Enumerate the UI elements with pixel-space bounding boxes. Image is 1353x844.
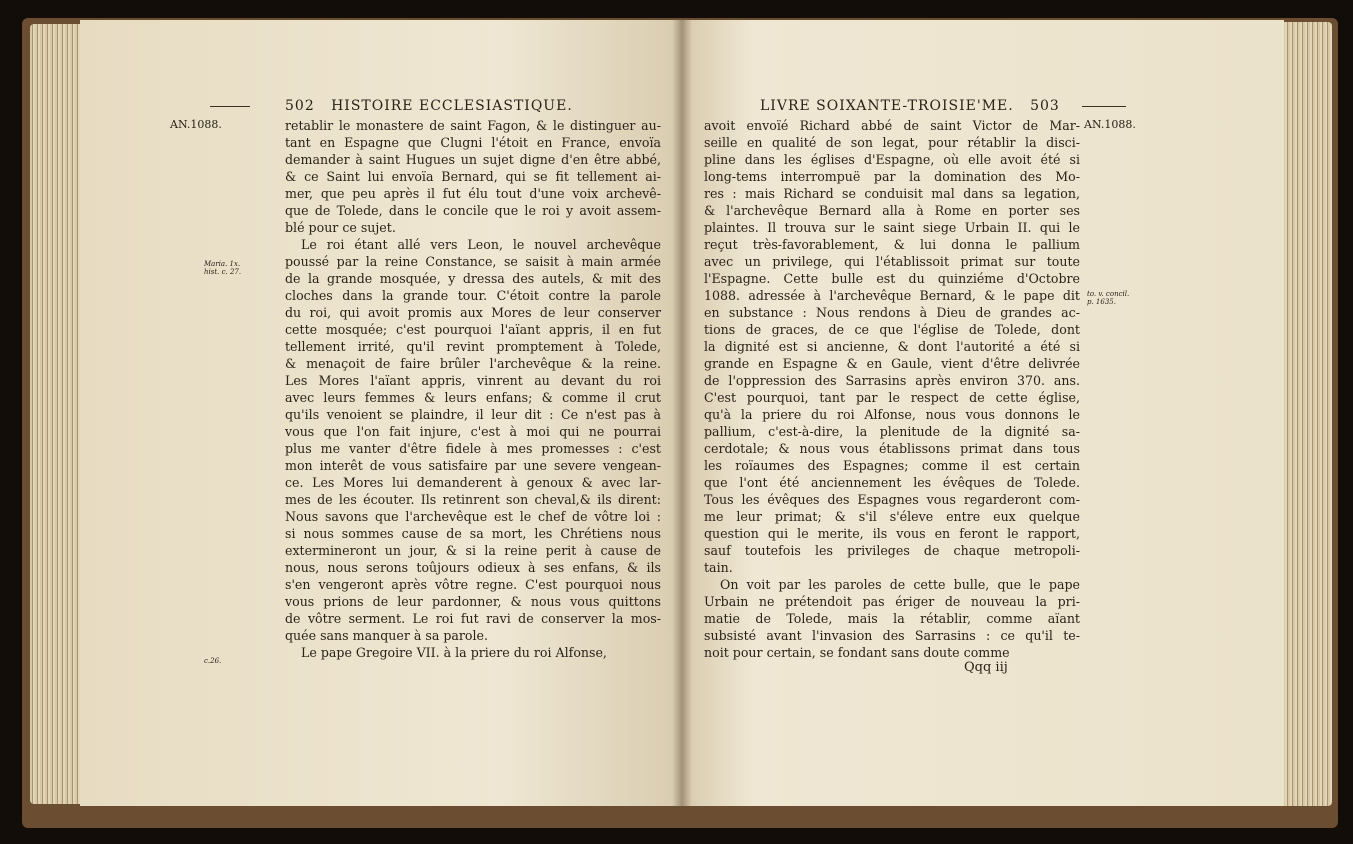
text-line: s'en vengeront après vôtre regne. C'est pourquoi nous: [285, 577, 661, 592]
text-line: & l'archevêque Bernard alla à Rome en porter ses: [704, 203, 1080, 218]
right-page-header: [760, 98, 1060, 114]
text-line: sauf toutefois les privileges de chaque metropoli-: [704, 543, 1080, 558]
text-line: de la grande mosquée, y dressa des autels, & mit des: [285, 271, 661, 286]
text-line: Les Mores l'aïant appris, vinrent au devant du roi: [285, 373, 661, 388]
header-rule-left: [210, 106, 250, 107]
text-line: retablir le monastere de saint Fagon, & le distinguer au-: [285, 118, 661, 133]
text-line: & menaçoit de faire brûler l'archevêque & la reine.: [285, 356, 661, 371]
left-page-header: [285, 98, 573, 114]
text-line: seille en qualité de son legat, pour rétablir la disci-: [704, 135, 1080, 150]
page-signature: Qqq iij: [964, 660, 1008, 675]
text-line: de vôtre serment. Le roi fut ravi de conserver la mos-: [285, 611, 661, 626]
right-page-edges: [1280, 22, 1332, 806]
text-line: mon interêt de vous satisfaire par une severe vengean-: [285, 458, 661, 473]
text-line: tant en Espagne que Clugni l'étoit en France, envoïa: [285, 135, 661, 150]
text-line: res : mais Richard se conduisit mal dans sa legation,: [704, 186, 1080, 201]
text-line: cloches dans la grande tour. C'étoit contre la parole: [285, 288, 661, 303]
text-line: qu'à la priere du roi Alfonse, nous vous donnons le: [704, 407, 1080, 422]
text-line: la dignité est si ancienne, & dont l'autorité a été si: [704, 339, 1080, 354]
text-line: extermineront un jour, & si la reine perit à cause de: [285, 543, 661, 558]
text-line: Le pape Gregoire VII. à la priere du roi Alfonse,: [301, 645, 607, 660]
text-line: me leur primat; & s'il s'éleve entre eux quelque: [704, 509, 1080, 524]
left-running-title: HISTOIRE ECCLESIASTIQUE.: [331, 98, 573, 114]
text-line: 1088. adressée à l'archevêque Bernard, & le pape dit: [704, 288, 1080, 303]
text-line: noit pour certain, se fondant sans doute comme: [704, 645, 1010, 660]
text-line: quée sans manquer à sa parole.: [285, 628, 488, 643]
text-line: de l'oppression des Sarrasins après environ 370. ans.: [704, 373, 1080, 388]
text-line: subsisté avant l'invasion des Sarrasins : ce qu'il te-: [704, 628, 1080, 643]
text-line: que l'ont été anciennement les évêques de Tolede.: [704, 475, 1080, 490]
text-line: Tous les évêques des Espagnes vous regarderont com-: [704, 492, 1080, 507]
text-line: ce. Les Mores lui demanderent à genoux & avec lar-: [285, 475, 661, 490]
text-line: avec leurs femmes & leurs enfans; & comme il crut: [285, 390, 661, 405]
text-line: C'est pourquoi, tant par le respect de cette église,: [704, 390, 1080, 405]
text-line: cerdotale; & nous vous établissons primat dans tous: [704, 441, 1080, 456]
text-line: du roi, qui avoit promis aux Mores de leur conserver: [285, 305, 661, 320]
text-line: long-tems interrompuë par la domination des Mo-: [704, 169, 1080, 184]
text-line: poussé par la reine Constance, se saisit à main armée: [285, 254, 661, 269]
left-margin-ref-2: c.26.: [204, 657, 222, 665]
text-line: & ce Saint lui envoïa Bernard, qui se fit tellement ai-: [285, 169, 661, 184]
text-line: plus me vanter d'être fidele à mes promesses : c'est: [285, 441, 661, 456]
left-body-text: [285, 117, 661, 661]
text-line: Urbain ne prétendoit pas ériger de nouveau la pri-: [704, 594, 1080, 609]
text-line: grande en Espagne & en Gaule, vient d'être delivrée: [704, 356, 1080, 371]
text-line: blé pour ce sujet.: [285, 220, 396, 235]
right-year-note: AN.1088.: [1084, 118, 1136, 131]
text-line: si nous sommes cause de sa mort, les Chrétiens nous: [285, 526, 661, 541]
text-line: qu'ils venoient se plaindre, il leur dit : Ce n'est pas à: [285, 407, 661, 422]
text-line: tain.: [704, 560, 733, 575]
text-line: cette mosquée; c'est pourquoi l'aïant appris, il en fut: [285, 322, 661, 337]
left-page: [80, 20, 680, 806]
text-line: pallium, c'est-à-dire, la plenitude de la dignité sa-: [704, 424, 1080, 439]
text-line: reçut très-favorablement, & lui donna le pallium: [704, 237, 1080, 252]
text-line: question qui le merite, ils vous en feront le rapport,: [704, 526, 1080, 541]
text-line: pline dans les églises d'Espagne, où elle avoit été si: [704, 152, 1080, 167]
header-rule-right: [1082, 106, 1126, 107]
text-line: tellement irrité, qu'il revint promptement à Tolede,: [285, 339, 661, 354]
right-body-text: [704, 117, 1080, 661]
text-line: mer, que peu après il fut élu tout d'une voix archevê-: [285, 186, 661, 201]
left-page-number: 502: [285, 98, 315, 114]
left-margin-ref-1: Maria. 1x. hist. c. 27.: [204, 260, 242, 276]
text-line: vous que l'on fait injure, c'est à moi qui ne pourrai: [285, 424, 661, 439]
right-running-title: LIVRE SOIXANTE-TROISIE'ME.: [760, 98, 1014, 114]
text-line: en substance : Nous rendons à Dieu de grandes ac-: [704, 305, 1080, 320]
right-page: [680, 20, 1284, 806]
text-line: les roïaumes des Espagnes; comme il est certain: [704, 458, 1080, 473]
text-line: mes de les écouter. Ils retinrent son cheval,& ils dirent:: [285, 492, 661, 507]
text-line: avec un privilege, qui l'établissoit primat sur toute: [704, 254, 1080, 269]
text-line: avoit envoïé Richard abbé de saint Victor de Mar-: [704, 118, 1080, 133]
text-line: nous, nous serons toûjours odieux à ses enfans, & ils: [285, 560, 661, 575]
text-line: vous prions de leur pardonner, & nous vous quittons: [285, 594, 661, 609]
right-margin-ref-1: to. v. concil. p. 1635.: [1087, 290, 1130, 306]
book-gutter: [672, 20, 692, 806]
text-line: demander à saint Hugues un sujet digne d'en être abbé,: [285, 152, 661, 167]
text-line: Nous savons que l'archevêque est le chef de vôtre loi :: [285, 509, 661, 524]
text-line: l'Espagne. Cette bulle est du quinziéme d'Octobre: [704, 271, 1080, 286]
right-page-number: 503: [1030, 98, 1060, 114]
text-line: matie de Tolede, mais la rétablir, comme aïant: [704, 611, 1080, 626]
text-line: Le roi étant allé vers Leon, le nouvel archevêque: [301, 237, 661, 252]
text-line: tions de graces, de ce que l'église de Tolede, dont: [704, 322, 1080, 337]
left-year-note: AN.1088.: [170, 118, 222, 131]
text-line: que de Tolede, dans le concile que le roi y avoit assem-: [285, 203, 661, 218]
text-line: On voit par les paroles de cette bulle, que le pape: [720, 577, 1080, 592]
text-line: plaintes. Il trouva sur le saint siege Urbain II. qui le: [704, 220, 1080, 235]
